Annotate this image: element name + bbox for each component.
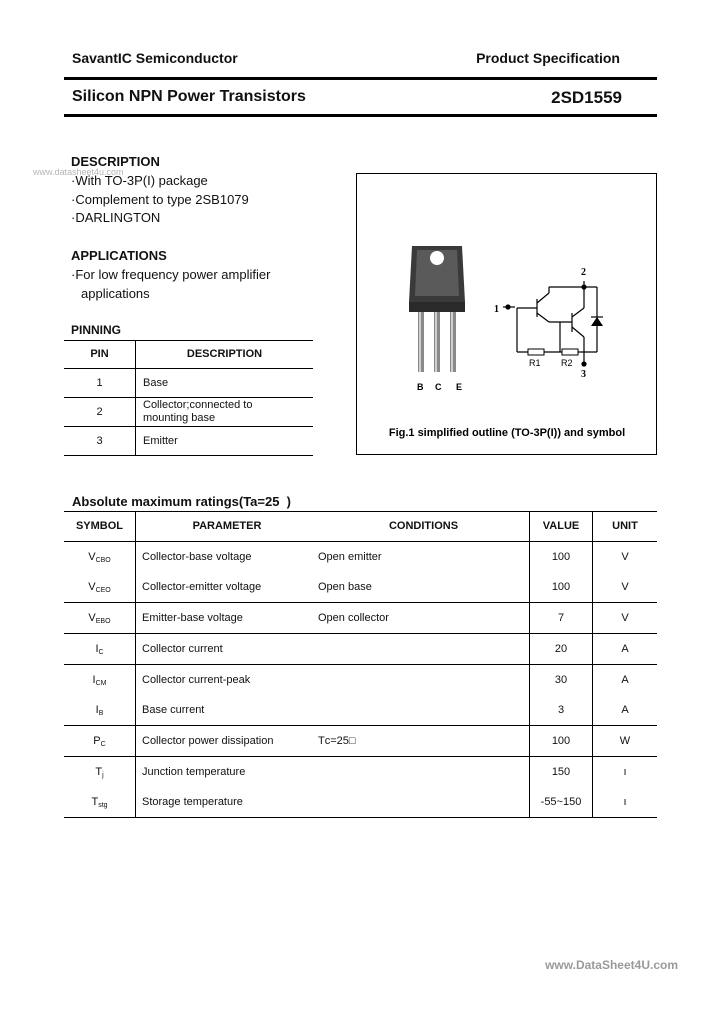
parameter-cell: Collector power dissipation bbox=[136, 726, 319, 757]
unit-cell: V bbox=[593, 572, 658, 603]
pin-number: 1 bbox=[64, 369, 136, 398]
ratings-heading: Absolute maximum ratings(Ta=25 ) bbox=[72, 494, 292, 509]
condition-cell: Open emitter bbox=[318, 551, 382, 563]
pin-label-e: E bbox=[456, 382, 463, 392]
symbol-letter: V bbox=[88, 550, 96, 563]
applications-line: applications bbox=[81, 286, 150, 301]
resistor-r2-icon bbox=[562, 349, 578, 355]
table-row bbox=[64, 572, 657, 603]
product-line: Silicon NPN Power Transistors bbox=[72, 88, 306, 105]
symbol-letter: V bbox=[88, 580, 96, 593]
condition-cell bbox=[318, 757, 530, 788]
unit-cell: V bbox=[593, 603, 658, 634]
symbol-cell bbox=[64, 665, 136, 696]
table-row bbox=[64, 757, 657, 788]
pin-number: 3 bbox=[64, 427, 136, 456]
table-row bbox=[64, 369, 313, 398]
symbol-subscript: CBO bbox=[95, 556, 111, 564]
pin-label-c: C bbox=[435, 382, 442, 392]
table-row bbox=[64, 726, 657, 757]
ratings-table bbox=[64, 511, 657, 818]
value-cell: 100 bbox=[530, 542, 593, 573]
value-cell: 3 bbox=[530, 695, 593, 726]
watermark-small: www.datasheet4u.com bbox=[33, 167, 124, 177]
symbol-subscript: j bbox=[102, 771, 104, 779]
symbol-letter: T bbox=[95, 765, 103, 778]
darlington-symbol bbox=[503, 281, 597, 366]
condition-cell bbox=[318, 695, 530, 726]
condition-cell: Open collector bbox=[318, 603, 530, 634]
parameter-col-header: PARAMETER bbox=[136, 511, 319, 542]
table-row bbox=[64, 603, 657, 634]
r2-label: R2 bbox=[561, 358, 573, 368]
symbol-cell bbox=[64, 757, 136, 788]
table-row bbox=[64, 427, 313, 456]
symbol-letter: I bbox=[92, 673, 96, 686]
unit-cell: A bbox=[593, 634, 658, 665]
applications-line: ·For low frequency power amplifier bbox=[71, 267, 271, 282]
description-item: ·With TO-3P(I) package bbox=[71, 173, 208, 188]
condition-cell bbox=[318, 634, 530, 665]
parameter-cell: Collector current-peak bbox=[142, 674, 251, 686]
package-and-symbol-drawing bbox=[357, 174, 656, 454]
symbol-subscript: CM bbox=[95, 679, 107, 687]
symbol-subscript: CEO bbox=[95, 586, 111, 594]
description-item: ·DARLINGTON bbox=[71, 210, 161, 225]
pinning-table bbox=[64, 340, 313, 456]
symbol-cell bbox=[64, 726, 136, 757]
table-row bbox=[64, 542, 657, 573]
node-1-label: 1 bbox=[494, 304, 499, 315]
symbol-letter: V bbox=[88, 611, 96, 624]
description-heading: DESCRIPTION bbox=[71, 154, 160, 169]
header-rule-bottom bbox=[64, 114, 657, 117]
symbol-subscript: EBO bbox=[95, 617, 111, 625]
r1-label: R1 bbox=[529, 358, 541, 368]
applications-heading: APPLICATIONS bbox=[71, 248, 167, 263]
unit-cell: ı bbox=[623, 766, 627, 778]
symbol-subscript: C bbox=[100, 740, 106, 748]
parameter-cell: Base current bbox=[136, 695, 319, 726]
unit-col-header: UNIT bbox=[593, 511, 658, 542]
pin-description: Collector;connected to mounting base bbox=[136, 398, 314, 427]
table-row bbox=[64, 634, 657, 665]
to3p-package-outline bbox=[409, 246, 465, 372]
watermark-bottom: www.DataSheet4U.com bbox=[545, 958, 678, 972]
parameter-cell: Collector current bbox=[136, 634, 319, 665]
value-cell: 150 bbox=[530, 757, 593, 788]
unit-cell: V bbox=[621, 551, 629, 563]
symbol-subscript: stg bbox=[98, 801, 108, 809]
conditions-col-header: CONDITIONS bbox=[318, 511, 530, 542]
part-number: 2SD1559 bbox=[551, 88, 622, 107]
header-rule-top bbox=[64, 77, 657, 80]
parameter-cell: Junction temperature bbox=[142, 766, 246, 778]
value-col-header: VALUE bbox=[530, 511, 593, 542]
symbol-cell bbox=[64, 603, 136, 634]
figure-caption: Fig.1 simplified outline (TO-3P(I)) and symbol bbox=[388, 427, 626, 439]
symbol-letter: I bbox=[95, 642, 99, 655]
value-cell: 20 bbox=[530, 634, 593, 665]
figure-box bbox=[356, 173, 657, 455]
table-row bbox=[64, 695, 657, 726]
pinning-heading: PINNING bbox=[71, 323, 122, 337]
condition-cell: Open base bbox=[318, 572, 530, 603]
symbol-cell bbox=[64, 634, 136, 665]
table-row bbox=[64, 398, 313, 427]
symbol-col-header: SYMBOL bbox=[64, 511, 136, 542]
value-cell: 100 bbox=[530, 726, 593, 757]
condition-cell bbox=[318, 665, 530, 696]
symbol-subscript: B bbox=[98, 709, 104, 717]
symbol-cell bbox=[64, 572, 136, 603]
pin-col-header: PIN bbox=[64, 340, 136, 369]
value-cell: 7 bbox=[530, 603, 593, 634]
value-cell: 100 bbox=[530, 572, 593, 603]
node-3-label: 3 bbox=[581, 369, 586, 380]
pin-number: 2 bbox=[64, 398, 136, 427]
condition-cell bbox=[318, 787, 530, 818]
table-row bbox=[64, 787, 657, 818]
parameter-cell: Emitter-base voltage bbox=[136, 603, 319, 634]
pinning-header-row bbox=[64, 340, 313, 369]
condition-cell: Tᴄ=25□ bbox=[318, 726, 530, 757]
node-2-label: 2 bbox=[581, 267, 586, 278]
unit-cell: A bbox=[621, 674, 629, 686]
description-item: ·Complement to type 2SB1079 bbox=[71, 192, 249, 207]
company-name: SavantIC Semiconductor bbox=[72, 50, 238, 66]
unit-cell: A bbox=[593, 695, 658, 726]
symbol-letter: I bbox=[95, 703, 99, 716]
symbol-subscript: C bbox=[98, 648, 104, 656]
ratings-header-row bbox=[64, 511, 657, 542]
doc-type: Product Specification bbox=[476, 50, 620, 66]
pin-label-b: B bbox=[417, 382, 424, 392]
pin-description: Base bbox=[136, 369, 314, 398]
pin-description: Emitter bbox=[136, 427, 314, 456]
symbol-letter: T bbox=[91, 795, 99, 808]
unit-cell: W bbox=[593, 726, 658, 757]
table-row bbox=[64, 665, 657, 696]
value-cell: 30 bbox=[530, 665, 593, 696]
value-cell: -55~150 bbox=[530, 787, 593, 818]
resistor-r1-icon bbox=[528, 349, 544, 355]
symbol-cell bbox=[64, 695, 136, 726]
desc-col-header: DESCRIPTION bbox=[136, 340, 314, 369]
diode-icon bbox=[591, 317, 603, 326]
symbol-cell bbox=[64, 542, 136, 573]
parameter-cell: Collector-emitter voltage bbox=[136, 572, 319, 603]
symbol-letter: P bbox=[93, 734, 101, 747]
parameter-cell: Collector-base voltage bbox=[142, 551, 252, 563]
unit-cell: ı bbox=[593, 787, 658, 818]
parameter-cell: Storage temperature bbox=[136, 787, 319, 818]
symbol-cell bbox=[64, 787, 136, 818]
